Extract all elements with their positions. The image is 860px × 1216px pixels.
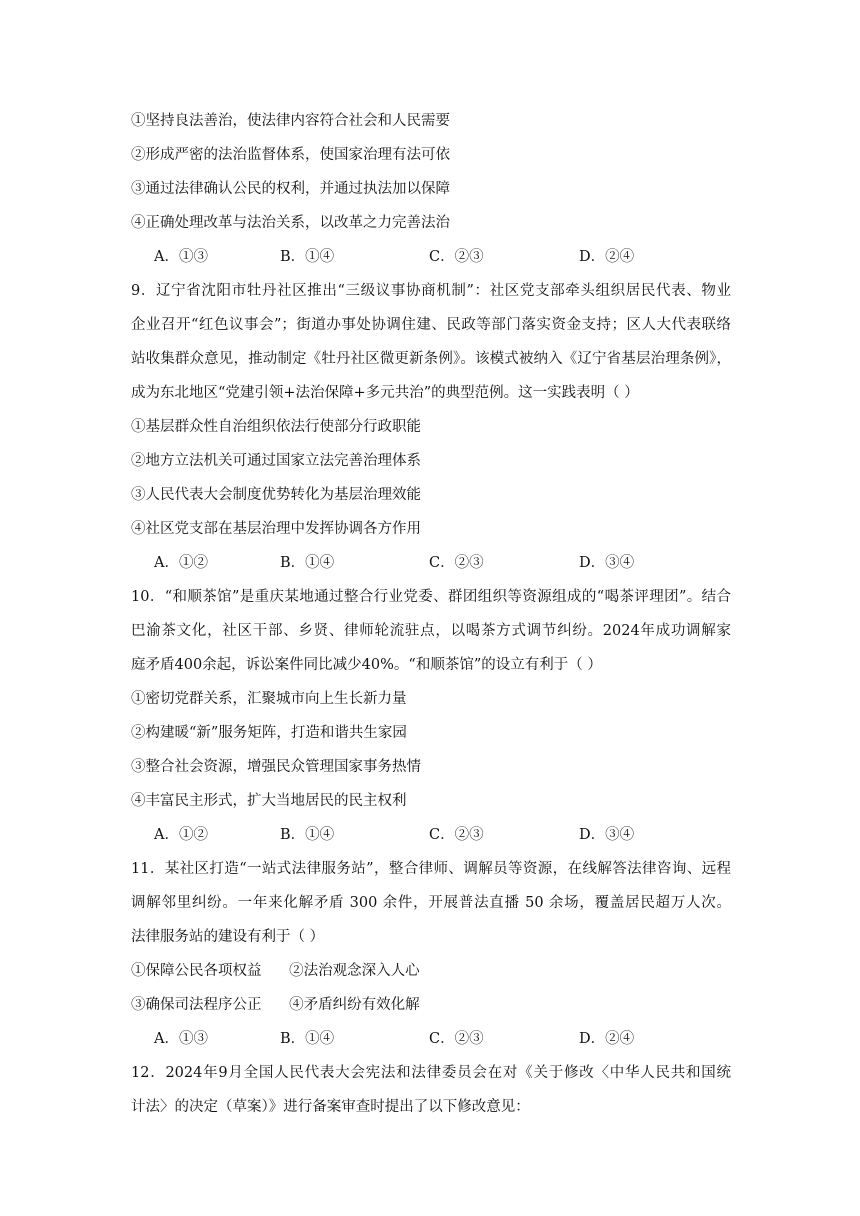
q9-option-a: A．①②	[154, 555, 208, 571]
q8-option-c: C．②③	[429, 249, 484, 265]
q9-option-d: D．③④	[579, 555, 635, 571]
q10-option-b: B．①④	[280, 827, 335, 843]
q8-option-a: A．①③	[154, 249, 208, 265]
q12-stem-line-2: 计法〉的决定（草案）》进行备案审查时提出了以下修改意见：	[131, 1099, 530, 1115]
q10-item-2: ②构建暖“新”服务矩阵，打造和谐共生家园	[131, 725, 407, 741]
q9-options	[154, 553, 674, 573]
q8-options	[154, 247, 674, 267]
q9-stem-line-2: 企业召开“红色议事会”；街道办事处协调住建、民政等部门落实资金支持；区人大代表联络	[131, 317, 731, 333]
q11-option-b: B．①④	[280, 1031, 335, 1047]
q10-option-a: A．①②	[154, 827, 208, 843]
q8-item-2: ②形成严密的法治监督体系，使国家治理有法可依	[131, 147, 450, 163]
q9-option-b: B．①④	[280, 555, 335, 571]
q10-item-1: ①密切党群关系，汇聚城市向上生长新力量	[131, 691, 407, 707]
q10-stem-line-2: 巴渝茶文化，社区干部、乡贤、律师轮流驻点，以喝茶方式调节纠纷。2024年成功调解家	[131, 623, 731, 639]
q12-stem-line-1: 12．2024年9月全国人民代表大会宪法和法律委员会在对《关于修改〈中华人民共和国统	[131, 1065, 731, 1081]
q11-stem-line-3: 法律服务站的建设有利于（ ）	[131, 929, 325, 945]
q10-option-d: D．③④	[579, 827, 635, 843]
q11-stem-line-2: 调解邻里纠纷。一年来化解矛盾 300 余件，开展普法直播 50 余场，覆盖居民超万人次。	[131, 895, 731, 911]
q9-item-4: ④社区党支部在基层治理中发挥协调各方作用	[131, 521, 421, 537]
q9-option-c: C．②③	[429, 555, 484, 571]
q9-stem-line-1: 9．辽宁省沈阳市牡丹社区推出“三级议事协商机制”：社区党支部牵头组织居民代表、物业	[131, 283, 731, 299]
q11-options	[154, 1029, 674, 1049]
q8-option-b: B．①④	[280, 249, 335, 265]
q8-item-4: ④正确处理改革与法治关系，以改革之力完善法治	[131, 215, 450, 231]
q9-item-1: ①基层群众性自治组织依法行使部分行政职能	[131, 419, 421, 435]
q9-item-2: ②地方立法机关可通过国家立法完善治理体系	[131, 453, 421, 469]
q8-item-1: ①坚持良法善治，使法律内容符合社会和人民需要	[131, 113, 450, 129]
q11-items-row-1: ①保障公民各项权益 ②法治观念深入人心	[131, 963, 420, 979]
q10-options	[154, 825, 674, 845]
q10-item-3: ③整合社会资源，增强民众管理国家事务热情	[131, 759, 421, 775]
q8-item-3: ③通过法律确认公民的权利，并通过执法加以保障	[131, 181, 450, 197]
q10-stem-line-1: 10．“和顺茶馆”是重庆某地通过整合行业党委、群团组织等资源组成的“喝茶评理团”。结合	[131, 589, 731, 605]
q11-option-a: A．①③	[154, 1031, 208, 1047]
q11-stem-line-1: 11．某社区打造“一站式法律服务站”，整合律师、调解员等资源，在线解答法律咨询、远程	[131, 861, 731, 877]
q11-option-c: C．②③	[429, 1031, 484, 1047]
q8-option-d: D．②④	[579, 249, 635, 265]
q9-item-3: ③人民代表大会制度优势转化为基层治理效能	[131, 487, 421, 503]
q10-stem-line-3: 庭矛盾400余起，诉讼案件同比减少40%。“和顺茶馆”的设立有利于（ ）	[131, 657, 602, 673]
q9-stem-line-3: 站收集群众意见，推动制定《牡丹社区微更新条例》。该模式被纳入《辽宁省基层治理条例》，	[131, 351, 731, 367]
q11-option-d: D．②④	[579, 1031, 635, 1047]
q9-stem-line-4: 成为东北地区“党建引领+法治保障+多元共治”的典型范例。这一实践表明（ ）	[131, 385, 639, 401]
q11-items-row-2: ③确保司法程序公正 ④矛盾纠纷有效化解	[131, 997, 420, 1013]
q10-item-4: ④丰富民主形式，扩大当地居民的民主权利	[131, 793, 407, 809]
q10-option-c: C．②③	[429, 827, 484, 843]
